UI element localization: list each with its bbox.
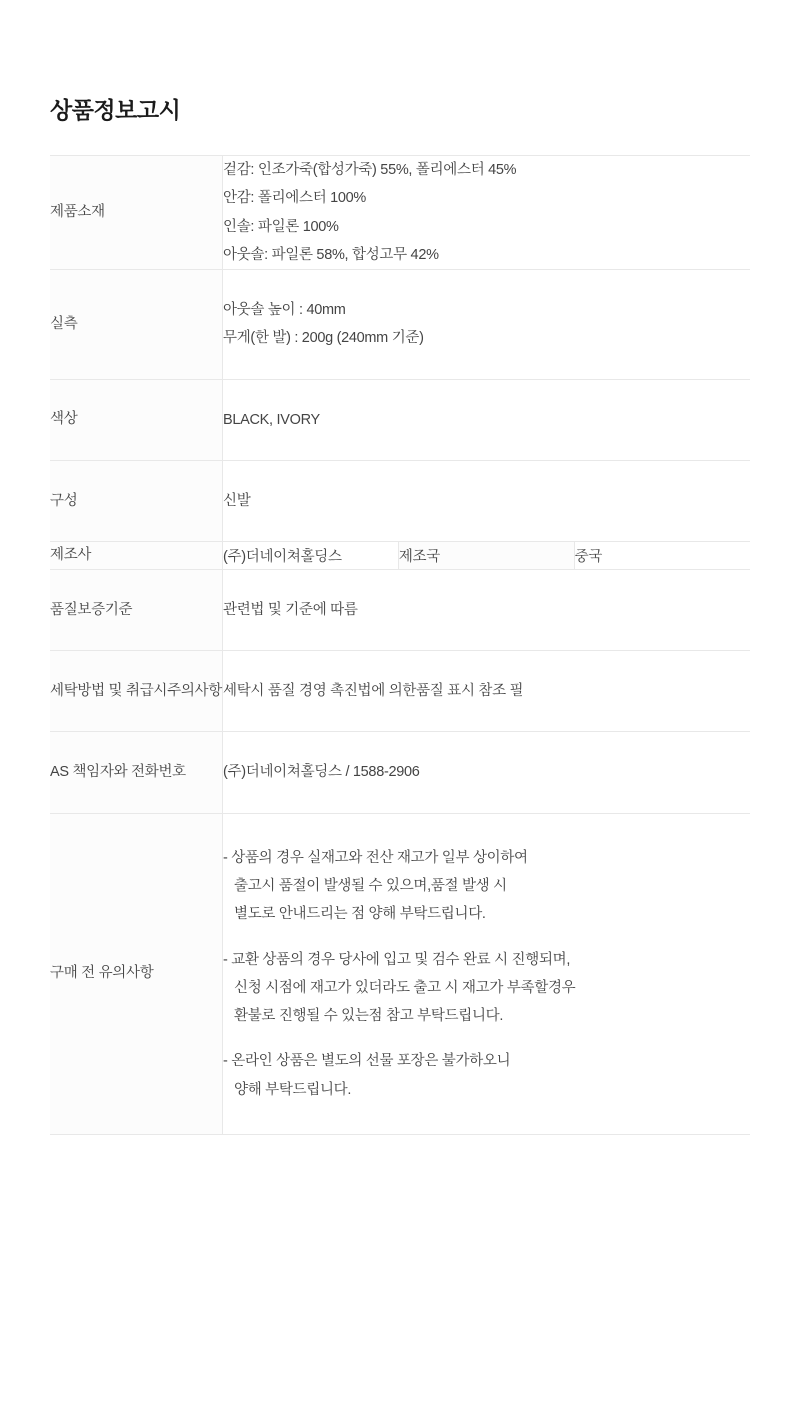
value-line: - 상품의 경우 실재고와 전산 재고가 일부 상이하여 — [223, 849, 528, 866]
label-line: 취급시주의사항 — [126, 682, 222, 699]
row-label-purchase-notice — [50, 813, 223, 1134]
label-line: AS 책임자와 — [50, 764, 128, 781]
row-value-as-contact — [223, 732, 751, 813]
page-title: 상품정보고시 — [50, 97, 181, 123]
label-line: 전화번호 — [131, 764, 186, 781]
notice-block — [223, 1047, 750, 1104]
row-value-measurement — [223, 270, 751, 380]
row-value-quality-warranty — [223, 569, 751, 650]
value-line: (주)더네이쳐홀딩스 / 1588-2906 — [223, 764, 420, 781]
label-line: 유의사항 — [98, 965, 154, 982]
row-value-composition — [223, 460, 751, 541]
notice-block — [223, 946, 750, 1031]
value-line: 무게(한 발) : 200g (240mm 기준) — [223, 330, 424, 347]
table-row — [50, 732, 750, 813]
table-row — [50, 379, 750, 460]
row-label-manufacturer: 제조사 — [50, 542, 223, 570]
table-row — [50, 270, 750, 380]
value-line: - 온라인 상품은 별도의 선물 포장은 불가하오니 — [223, 1053, 511, 1070]
label-line: 세탁방법 및 — [50, 682, 123, 699]
row-label-material: 제품소재 — [50, 156, 223, 270]
table-row — [50, 813, 750, 1134]
value-line: 양해 부탁드립니다. — [234, 1081, 352, 1098]
row-label-measurement: 실측 — [50, 270, 223, 380]
row-value-washing — [223, 651, 751, 732]
value-line: 인솔: 파일론 100% — [223, 218, 339, 235]
value-line: 환불로 진행될 수 있는점 참고 부탁드립니다. — [234, 1008, 504, 1025]
row-value-manufacturer: (주)더네이쳐홀딩스 — [223, 542, 399, 570]
value-line: 세탁시 품질 경영 촉진법에 의한품질 표시 참조 필 — [223, 683, 524, 700]
value-line: 안감: 폴리에스터 100% — [223, 190, 367, 207]
table-row — [50, 569, 750, 650]
row-label-washing — [50, 651, 223, 732]
label-line: 구매 전 — [50, 965, 95, 982]
row-label-quality-warranty: 품질보증기준 — [50, 569, 223, 650]
row-label-as-contact — [50, 732, 223, 813]
value-line: 신청 시점에 재고가 있더라도 출고 시 재고가 부족할경우 — [234, 979, 576, 996]
value-line: 아웃솔 높이 : 40mm — [223, 302, 346, 319]
value-line: 별도로 안내드리는 점 양해 부탁드립니다. — [234, 906, 486, 923]
value-line: 아웃솔: 파일론 58%, 합성고무 42% — [223, 246, 439, 263]
row-label-color: 색상 — [50, 379, 223, 460]
row-value-color — [223, 379, 751, 460]
table-row — [50, 542, 750, 570]
value-line: - 교환 상품의 경우 당사에 입고 및 검수 완료 시 진행되며, — [223, 951, 571, 968]
value-line: 겉감: 인조가죽(합성가죽) 55%, 폴리에스터 45% — [223, 162, 517, 178]
value-line: BLACK, IVORY — [223, 411, 320, 428]
table-row — [50, 651, 750, 732]
row-value-country: 중국 — [574, 549, 603, 566]
row-label-country: 제조국 — [398, 542, 574, 570]
row-label-composition: 구성 — [50, 460, 223, 541]
value-line: 출고시 품절이 발생될 수 있으며,품절 발생 시 — [234, 878, 507, 894]
table-row — [50, 460, 750, 541]
notice-block — [223, 844, 750, 929]
table-row — [50, 156, 750, 270]
row-value-purchase-notice — [223, 813, 751, 1134]
row-value-material — [223, 156, 751, 270]
value-line: 관련법 및 기준에 따름 — [223, 601, 358, 618]
product-info-table — [50, 155, 750, 1135]
value-line: 신발 — [223, 492, 251, 509]
